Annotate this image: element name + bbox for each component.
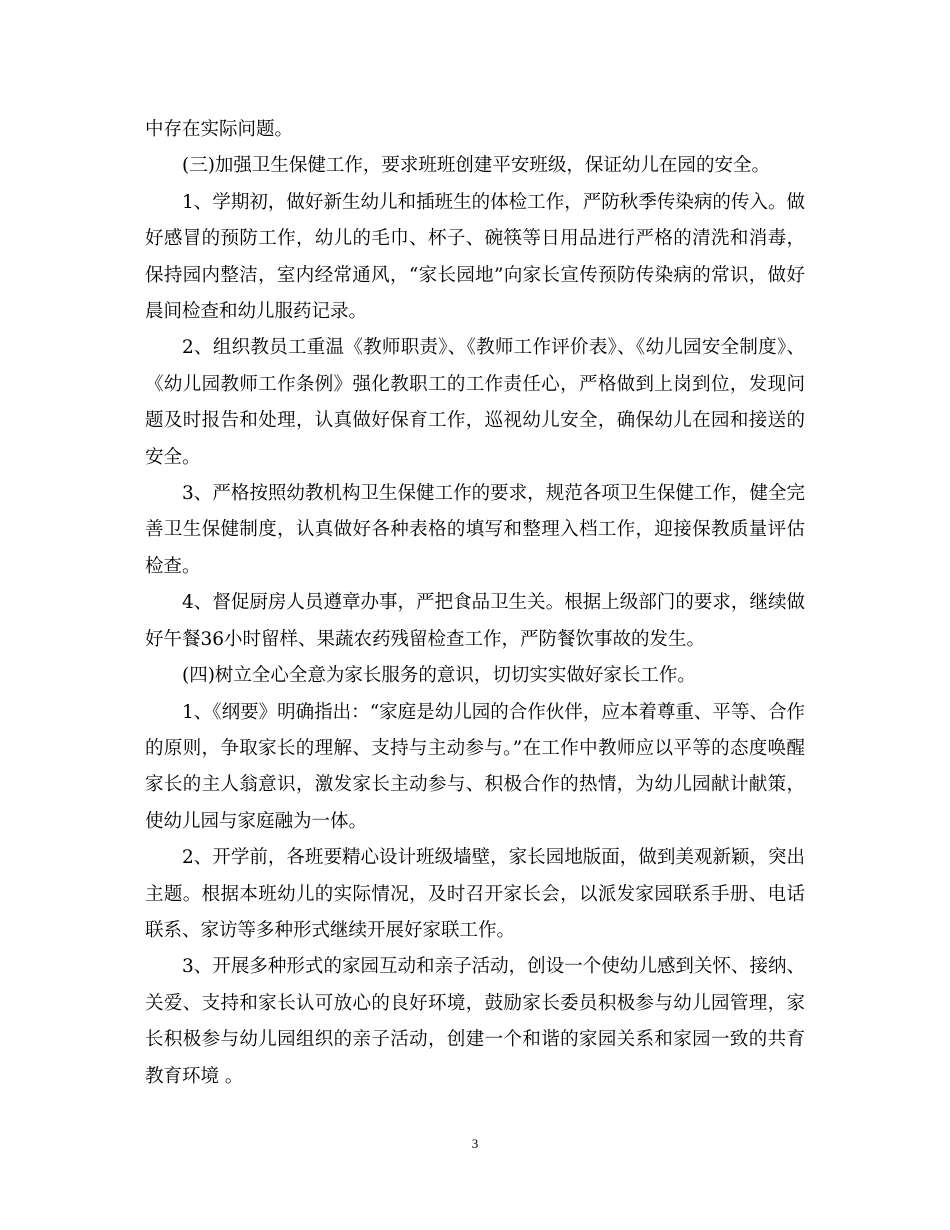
paragraph: 3、严格按照幼教机构卫生保健工作的要求，规范各项卫生保健工作，健全完善卫生保健制度，认真做好各种表格的填写和整理入档工作，迎接保教质量评估检查。 [145,483,805,577]
section-heading: (四)树立全心全意为家长服务的意识，切切实实做好家长工作。 [182,665,696,687]
paragraph: 4、督促厨房人员遵章办事，严把食品卫生关。根据上级部门的要求，继续做好午餐36小时留样、果蔬农药残留检查工作，严防餐饮事故的发生。 [145,592,805,650]
section-heading: (三)加强卫生保健工作，要求班班创建平安班级，保证幼儿在园的安全。 [182,155,770,177]
paragraph: 2、开学前，各班要精心设计班级墙壁，家长园地版面，做到美观新颖，突出主题。根据本班幼儿的实际情况，及时召开家长会，以派发家园联系手册、电话联系、家访等多种形式继续开展好家联工作。 [145,847,805,941]
paragraph: 3、开展多种形式的家园互动和亲子活动，创设一个使幼儿感到关怀、接纳、关爱、支持和家长认可放心的良好环境，鼓励家长委员积极参与幼儿园管理，家长积极参与幼儿园组织的亲子活动，创建一个和谐的家园关系和家园一致的共育教育环境 。 [145,956,805,1087]
paragraph: 1、学期初，做好新生幼儿和插班生的体检工作，严防秋季传染病的传入。做好感冒的预防工作，幼儿的毛巾、杯子、碗筷等日用品进行严格的清洗和消毒，保持园内整洁，室内经常通风，“家长园地”向家长宣传预防传染病的常识，做好晨间检查和幼儿服药记录。 [145,191,805,323]
paragraph: 2、组织教员工重温《教师职责》、《教师工作评价表》、《幼儿园安全制度》、《幼儿园教师工作条例》强化教职工的工作责任心，严格做到上岗到位，发现问题及时报告和处理，认真做好保育工作，巡视幼儿安全，确保幼儿在园和接送的安全。 [145,337,805,468]
document-body [145,112,805,1095]
paragraph: 1、《纲要》明确指出：“家庭是幼儿园的合作伙伴，应本着尊重、平等、合作的原则，争取家长的理解、支持与主动参与。”在工作中教师应以平等的态度唤醒家长的主人翁意识，激发家长主动参与、积极合作的热情，为幼儿园献计献策，使幼儿园与家庭融为一体。 [145,701,805,832]
paragraph: 中存在实际问题。 [145,119,294,140]
page-number: 3 [471,1136,479,1151]
